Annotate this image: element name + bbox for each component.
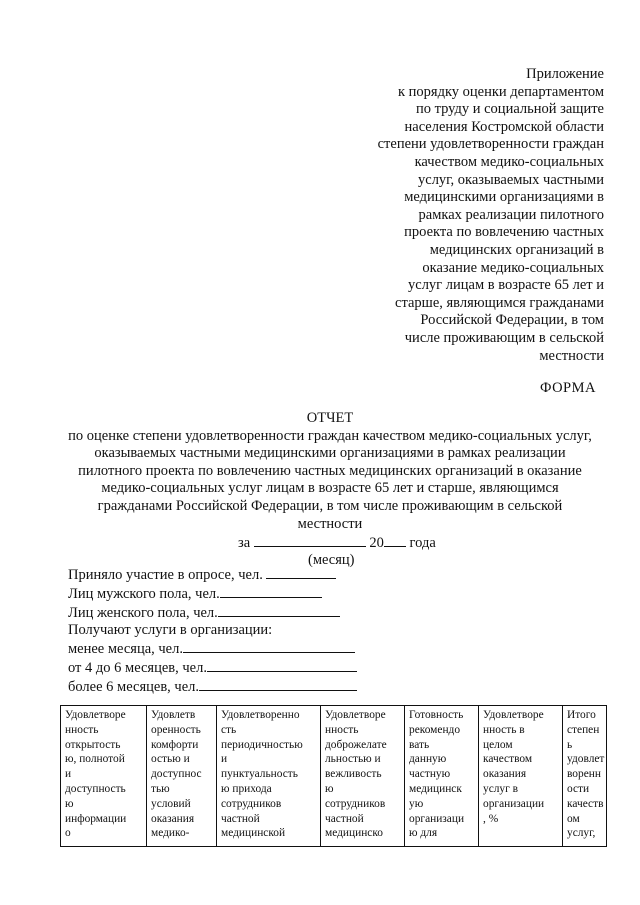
report-title-line: оказываемых частными медицинскими организациями в рамках реализации xyxy=(94,445,566,462)
appendix-line: Российской Федерации, в том xyxy=(420,312,604,329)
period-suffix: года xyxy=(409,535,436,551)
appendix-line: качеством медико-социальных xyxy=(414,153,604,170)
appendix-line: оказание медико-социальных xyxy=(422,259,604,276)
header-comfort: Удовлетв оренность комфорти остью и доступнос тью условий оказания медико- xyxy=(151,709,202,840)
appendix-line: Приложение xyxy=(526,66,604,82)
appendix-line: медицинских организаций в xyxy=(429,241,604,258)
period-year: 20 xyxy=(369,535,384,551)
year-field[interactable] xyxy=(384,534,406,547)
report-title-line: пилотного проекта по вовлечению частных медицинских организаций в оказание xyxy=(78,462,582,479)
survey-row xyxy=(68,622,357,640)
report-title-line: медико-социальных услуг лицам в возрасте 65 лет и старше, являющимся xyxy=(101,480,559,497)
table-header-cell xyxy=(61,706,147,847)
four-six-label: от 4 до 6 месяцев, чел. xyxy=(68,659,207,676)
table-header-cell xyxy=(217,706,321,847)
four-six-field[interactable] xyxy=(207,659,357,672)
appendix-line: степени удовлетворенности граждан xyxy=(377,136,604,153)
survey-row xyxy=(68,659,357,678)
appendix-line: старше, являющимся гражданами xyxy=(395,294,604,311)
header-punctuality: Удовлетворенно сть периодичностью и пунктуальность ю прихода сотрудников частной медицинской xyxy=(221,709,303,840)
table-header-cell xyxy=(405,706,479,847)
appendix-block xyxy=(304,66,604,365)
header-info-openness: Удовлетворе нность открытость ю, полнотой и доступность ю информации о xyxy=(65,709,127,840)
report-title-line: ОТЧЕТ xyxy=(306,410,354,426)
less-month-label: менее месяца, чел. xyxy=(68,641,183,658)
appendix-line: услуг лицам в возрасте 65 лет и xyxy=(408,277,604,294)
appendix-line: рамках реализации пилотного xyxy=(418,206,604,223)
appendix-line: населения Костромской области xyxy=(404,118,604,135)
participated-field[interactable] xyxy=(266,566,336,579)
report-title xyxy=(60,410,600,533)
header-courtesy: Удовлетворе нность доброжелате льностью и вежливость ю сотрудников частной медицинско xyxy=(325,709,387,840)
appendix-line: числе проживающим в сельской xyxy=(404,329,604,346)
survey-block xyxy=(68,566,357,697)
over-six-label: более 6 месяцев, чел. xyxy=(68,678,200,695)
header-recommend: Готовность рекомендо вать данную частную медицинск ую организаци ю для xyxy=(409,709,465,840)
table-header-cell xyxy=(563,706,607,847)
appendix-line: медицинскими организациями в xyxy=(404,189,604,206)
appendix-line: услуг, оказываемых частными xyxy=(418,171,604,188)
appendix-line: местности xyxy=(539,347,604,364)
participated-label: Приняло участие в опросе, чел. xyxy=(68,567,263,583)
female-field[interactable] xyxy=(218,604,340,617)
appendix-line: по труду и социальной защите xyxy=(415,101,604,118)
over-six-field[interactable] xyxy=(199,678,357,691)
satisfaction-table xyxy=(60,705,607,847)
receive-services-label: Получают услуги в организации: xyxy=(68,622,273,639)
survey-row xyxy=(68,585,357,604)
report-title-line: гражданами Российской Федерации, в том числе проживающим в сельской xyxy=(97,497,563,514)
header-overall-quality: Удовлетворе нность в целом качеством оказания услуг в организации , % xyxy=(483,709,545,825)
appendix-line: к порядку оценки департаментом xyxy=(397,83,604,100)
male-label: Лиц мужского пола, чел. xyxy=(68,585,220,602)
report-title-line: местности xyxy=(297,515,363,532)
header-total: Итого степен ь удовлет воренн ости качеств ом услуг, xyxy=(567,709,605,840)
report-title-line: по оценке степени удовлетворенности граждан качеством медико-социальных услуг, xyxy=(68,427,592,444)
female-label: Лиц женского пола, чел. xyxy=(68,604,218,621)
period-prefix: за xyxy=(238,535,251,551)
survey-row xyxy=(68,566,357,585)
table-header-cell xyxy=(479,706,563,847)
table-header-row xyxy=(61,706,607,847)
less-month-field[interactable] xyxy=(183,640,355,653)
period-line xyxy=(238,534,436,553)
survey-row xyxy=(68,640,357,659)
table-header-cell xyxy=(147,706,217,847)
appendix-line: проекта по вовлечению частных xyxy=(404,224,604,241)
survey-row xyxy=(68,604,357,623)
form-label: ФОРМА xyxy=(539,380,596,396)
male-field[interactable] xyxy=(220,585,322,598)
survey-row xyxy=(68,678,357,697)
month-field[interactable] xyxy=(254,534,366,547)
month-caption: (месяц) xyxy=(308,552,355,568)
table-header-cell xyxy=(321,706,405,847)
